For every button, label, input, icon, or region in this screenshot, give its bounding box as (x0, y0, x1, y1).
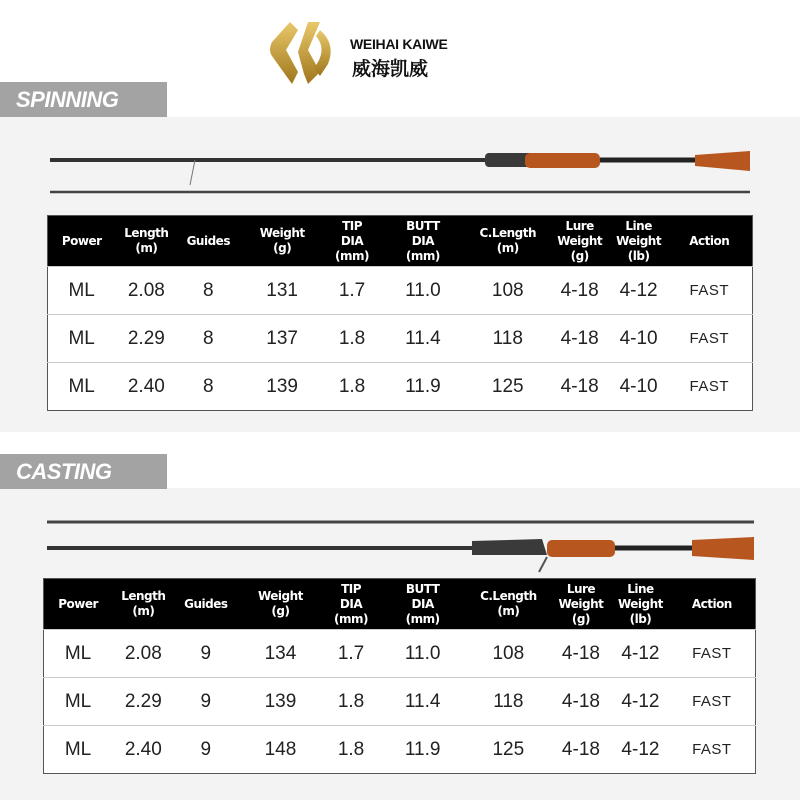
column-header (669, 579, 756, 630)
column-header-line: Line (627, 581, 654, 596)
table-cell: 4-12 (612, 630, 668, 678)
column-header (325, 216, 379, 267)
column-header-line: Action (691, 596, 732, 611)
table-cell: 11.0 (378, 630, 467, 678)
table-cell: 2.08 (115, 267, 177, 315)
table-cell: 8 (177, 315, 239, 363)
table-cell: 148 (237, 726, 324, 774)
casting-spec-table (43, 578, 756, 774)
column-header-line: Weight (616, 233, 662, 248)
table-cell: 137 (239, 315, 325, 363)
column-header (611, 216, 667, 267)
column-header (549, 216, 611, 267)
table-row (48, 267, 753, 315)
table-cell: FAST (669, 630, 756, 678)
column-header-line: (m) (496, 241, 519, 255)
table-cell: 4-10 (611, 363, 667, 411)
column-header-line: (lb) (627, 248, 650, 263)
table-row (44, 630, 756, 678)
table-cell: 1.7 (325, 267, 379, 315)
column-header-line: Guides (186, 233, 230, 248)
column-header (237, 579, 324, 630)
column-header-line: TIP (341, 581, 362, 596)
column-header-line: Weight (617, 596, 663, 611)
table-cell: 4-18 (550, 630, 613, 678)
table-cell: ML (44, 726, 113, 774)
column-header-line: (mm) (334, 611, 369, 626)
column-header-line: Lure (566, 581, 596, 596)
column-header-line: C.Length (479, 226, 537, 240)
table-cell: 1.8 (324, 726, 378, 774)
table-row (48, 315, 753, 363)
table-cell: 108 (467, 267, 549, 315)
table-cell: 4-12 (611, 267, 667, 315)
column-header-line: (g) (271, 604, 290, 618)
table-cell: 9 (175, 630, 238, 678)
table-cell: 11.9 (379, 363, 467, 411)
column-header (550, 579, 613, 630)
table-cell: FAST (667, 267, 753, 315)
table-cell: 1.8 (325, 315, 379, 363)
table-cell: 139 (239, 363, 325, 411)
table-cell: 11.4 (378, 678, 467, 726)
brand-name-cn: 威海凯威 (352, 58, 429, 80)
column-header-line: (m) (132, 604, 155, 618)
table-cell: ML (44, 678, 113, 726)
brand-logo-icon (268, 20, 343, 86)
column-header (467, 216, 549, 267)
column-header-line: DIA (340, 233, 364, 248)
table-cell: 8 (177, 363, 239, 411)
table-cell: 1.8 (324, 678, 378, 726)
table-cell: 2.40 (112, 726, 175, 774)
table-cell: 4-18 (550, 678, 613, 726)
table-row (44, 726, 756, 774)
column-header-line: (m) (135, 241, 158, 255)
table-cell: 1.7 (324, 630, 378, 678)
casting-rod-image (42, 505, 757, 575)
table-cell: 2.29 (115, 315, 177, 363)
section-tag-casting: CASTING (0, 454, 167, 489)
table-cell: ML (48, 315, 116, 363)
table-cell: 1.8 (325, 363, 379, 411)
table-cell: 2.40 (115, 363, 177, 411)
column-header (48, 216, 116, 267)
table-cell: 125 (467, 726, 550, 774)
column-header-line: Weight (558, 596, 604, 611)
column-header (44, 579, 113, 630)
column-header-line: C.Length (480, 589, 537, 603)
column-header-line: (g) (571, 611, 590, 626)
table-cell: 11.9 (378, 726, 467, 774)
column-header-line: TIP (342, 218, 363, 233)
column-header (378, 579, 467, 630)
column-header-line: DIA (339, 596, 363, 611)
column-header-line: (m) (497, 604, 520, 618)
column-header-line: Guides (184, 596, 228, 611)
column-header (239, 216, 325, 267)
column-header-line: Weight (557, 233, 603, 248)
column-header-line: Line (625, 218, 652, 233)
column-header (324, 579, 378, 630)
column-header (177, 216, 239, 267)
spinning-spec-table (47, 215, 753, 411)
spinning-rod-image (45, 145, 757, 215)
section-tag-spinning: SPINNING (0, 82, 167, 117)
column-header (112, 579, 175, 630)
column-header-line: (mm) (405, 248, 440, 263)
table-cell: ML (48, 363, 116, 411)
column-header-line: Action (689, 233, 730, 248)
table-cell: 4-18 (550, 726, 613, 774)
table-cell: FAST (667, 363, 753, 411)
column-header-line: (g) (273, 241, 292, 255)
column-header-line: Lure (565, 218, 594, 233)
column-header (175, 579, 238, 630)
column-header-line: (mm) (335, 248, 370, 263)
table-cell: 4-12 (612, 726, 668, 774)
table-row (44, 678, 756, 726)
column-header-line: BUTT (405, 581, 440, 596)
table-cell: 8 (177, 267, 239, 315)
table-cell: FAST (669, 726, 756, 774)
column-header-line: BUTT (406, 218, 440, 233)
table-cell: FAST (669, 678, 756, 726)
table-cell: 4-12 (612, 678, 668, 726)
table-header-row (44, 579, 756, 630)
table-cell: 134 (237, 630, 324, 678)
table-cell: 4-10 (611, 315, 667, 363)
table-cell: 11.4 (379, 315, 467, 363)
table-cell: 2.29 (112, 678, 175, 726)
column-header-line: Weight (257, 589, 303, 603)
table-cell: 139 (237, 678, 324, 726)
column-header (115, 216, 177, 267)
table-cell: 118 (467, 678, 550, 726)
table-cell: 131 (239, 267, 325, 315)
column-header (379, 216, 467, 267)
table-cell: ML (44, 630, 113, 678)
column-header-line: DIA (411, 233, 434, 248)
column-header-line: Power (58, 596, 98, 611)
column-header (667, 216, 753, 267)
table-cell: 9 (175, 678, 238, 726)
table-cell: 108 (467, 630, 550, 678)
column-header-line: (mm) (405, 611, 440, 626)
table-cell: 118 (467, 315, 549, 363)
table-cell: FAST (667, 315, 753, 363)
brand-name-en: WEIHAI KAIWE (350, 36, 448, 52)
table-cell: 125 (467, 363, 549, 411)
column-header-line: Weight (259, 226, 305, 240)
column-header-line: (lb) (629, 611, 652, 626)
column-header-line: (g) (570, 248, 589, 263)
table-row (48, 363, 753, 411)
column-header-line: Power (61, 233, 102, 248)
table-header-row (48, 216, 753, 267)
table-cell: ML (48, 267, 116, 315)
column-header (612, 579, 668, 630)
column-header-line: DIA (411, 596, 434, 611)
table-cell: 4-18 (549, 267, 611, 315)
column-header-line: Length (121, 589, 166, 603)
column-header-line: Length (124, 226, 169, 240)
table-cell: 4-18 (549, 315, 611, 363)
column-header (467, 579, 550, 630)
table-cell: 11.0 (379, 267, 467, 315)
table-cell: 4-18 (549, 363, 611, 411)
table-cell: 9 (175, 726, 238, 774)
table-cell: 2.08 (112, 630, 175, 678)
